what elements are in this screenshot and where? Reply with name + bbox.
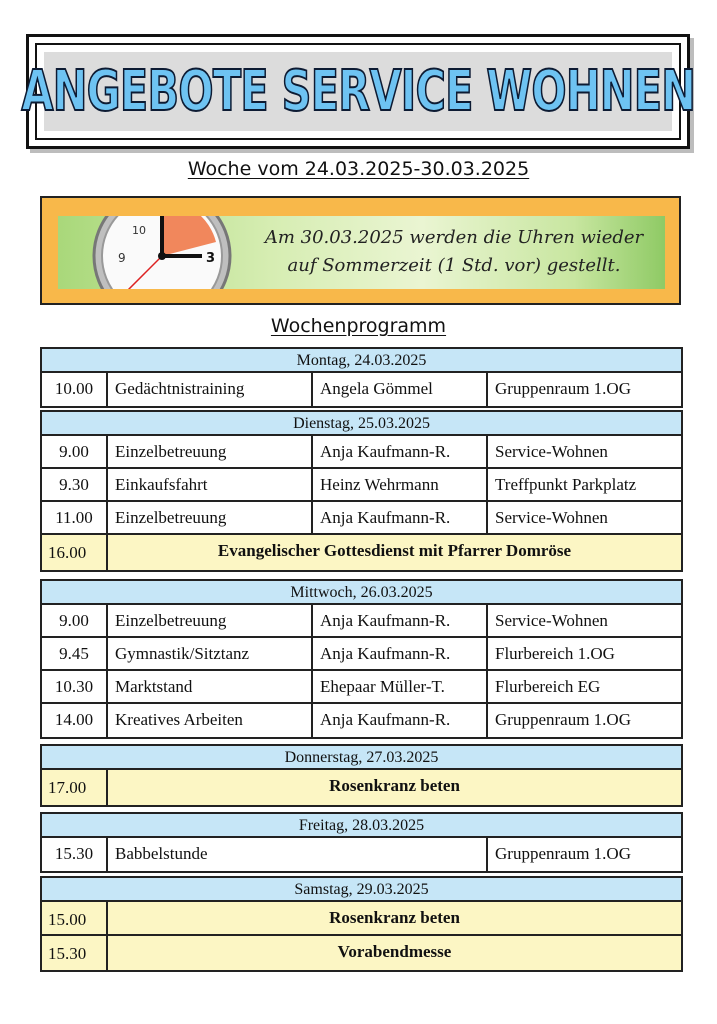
program-title: Wochenprogramm xyxy=(270,315,447,337)
day-header: Samstag, 29.03.2025 xyxy=(42,878,681,902)
week-range: Woche vom 24.03.2025-30.03.2025 xyxy=(187,158,530,180)
day-header: Donnerstag, 27.03.2025 xyxy=(42,746,681,770)
special-event-row xyxy=(42,902,681,936)
day-block-friday xyxy=(40,812,683,873)
person-cell: Heinz Wehrmann xyxy=(313,469,488,500)
time-cell: 15.30 xyxy=(42,936,108,970)
time-cell: 14.00 xyxy=(42,704,108,737)
event-cell: Evangelischer Gottesdienst mit Pfarrer Domröse xyxy=(217,541,572,560)
daylight-saving-notice xyxy=(40,196,681,305)
notice-line-2: auf Sommerzeit (1 Std. vor) gestellt. xyxy=(287,255,621,276)
event-cell: Vorabendmesse xyxy=(337,942,452,961)
day-block-saturday xyxy=(40,876,683,972)
day-header: Mittwoch, 26.03.2025 xyxy=(42,581,681,605)
place-cell: Gruppenraum 1.OG xyxy=(495,844,631,863)
activity-cell: Gymnastik/Sitztanz xyxy=(108,638,313,669)
place-cell: Treffpunkt Parkplatz xyxy=(495,475,637,494)
activity-cell: Einkaufsfahrt xyxy=(108,469,313,500)
time-cell: 16.00 xyxy=(42,535,108,570)
time-cell: 15.00 xyxy=(42,902,108,934)
time-cell: 9.45 xyxy=(42,638,108,669)
person-cell: Ehepaar Müller-T. xyxy=(313,671,488,702)
special-event-row xyxy=(42,535,681,570)
place-cell: Service-Wohnen xyxy=(495,611,608,630)
person-cell: Angela Gömmel xyxy=(313,373,488,406)
time-cell: 10.00 xyxy=(42,373,108,406)
place-cell: Flurbereich EG xyxy=(495,677,601,696)
person-cell: Anja Kaufmann-R. xyxy=(313,704,488,737)
person-cell: Anja Kaufmann-R. xyxy=(313,605,488,636)
page-title: ANGEBOTE SERVICE WOHNEN xyxy=(21,58,695,124)
day-block-tuesday xyxy=(40,410,683,572)
place-cell: Service-Wohnen xyxy=(495,442,608,461)
table-row xyxy=(42,469,681,502)
table-row xyxy=(42,671,681,704)
activity-cell: Marktstand xyxy=(108,671,313,702)
time-cell: 9.00 xyxy=(42,605,108,636)
special-event-row xyxy=(42,770,681,805)
place-cell: Service-Wohnen xyxy=(495,508,608,527)
clock-numeral-9: 9 xyxy=(118,251,126,265)
event-cell: Rosenkranz beten xyxy=(329,908,460,927)
title-inner-frame xyxy=(21,43,695,140)
activity-cell: Einzelbetreuung xyxy=(108,436,313,467)
table-row xyxy=(42,502,681,535)
activity-cell: Kreatives Arbeiten xyxy=(108,704,313,737)
time-cell: 10.30 xyxy=(42,671,108,702)
person-cell: Anja Kaufmann-R. xyxy=(313,502,488,533)
activity-cell: Einzelbetreuung xyxy=(108,605,313,636)
table-row xyxy=(42,638,681,671)
title-banner xyxy=(21,34,695,149)
table-row xyxy=(42,704,681,737)
day-header: Dienstag, 25.03.2025 xyxy=(42,412,681,436)
table-row xyxy=(42,605,681,638)
clock-icon xyxy=(82,216,242,289)
day-header: Montag, 24.03.2025 xyxy=(42,349,681,373)
notice-line-1: Am 30.03.2025 werden die Uhren wieder xyxy=(264,227,644,248)
day-block-thursday xyxy=(40,744,683,807)
clock-numeral-10: 10 xyxy=(132,224,146,237)
notice-banner xyxy=(58,216,665,289)
time-cell: 11.00 xyxy=(42,502,108,533)
time-cell: 9.30 xyxy=(42,469,108,500)
special-event-row xyxy=(42,936,681,970)
day-header: Freitag, 28.03.2025 xyxy=(42,814,681,838)
person-cell: Anja Kaufmann-R. xyxy=(313,638,488,669)
place-cell: Flurbereich 1.OG xyxy=(495,644,615,663)
time-cell: 17.00 xyxy=(42,770,108,805)
notice-text xyxy=(254,224,654,280)
table-row xyxy=(42,838,681,871)
day-block-monday xyxy=(40,347,683,408)
day-block-wednesday xyxy=(40,579,683,739)
title-background xyxy=(21,52,695,131)
event-cell: Rosenkranz beten xyxy=(329,776,460,795)
table-row xyxy=(42,436,681,469)
time-cell: 9.00 xyxy=(42,436,108,467)
person-cell: Anja Kaufmann-R. xyxy=(313,436,488,467)
clock-numeral-3: 3 xyxy=(206,251,216,266)
activity-cell: Gedächtnistraining xyxy=(108,373,313,406)
table-row xyxy=(42,373,681,406)
place-cell: Gruppenraum 1.OG xyxy=(495,379,631,398)
time-cell: 15.30 xyxy=(42,838,108,871)
activity-cell: Einzelbetreuung xyxy=(108,502,313,533)
activity-cell: Babbelstunde xyxy=(108,838,488,871)
place-cell: Gruppenraum 1.OG xyxy=(495,710,631,729)
